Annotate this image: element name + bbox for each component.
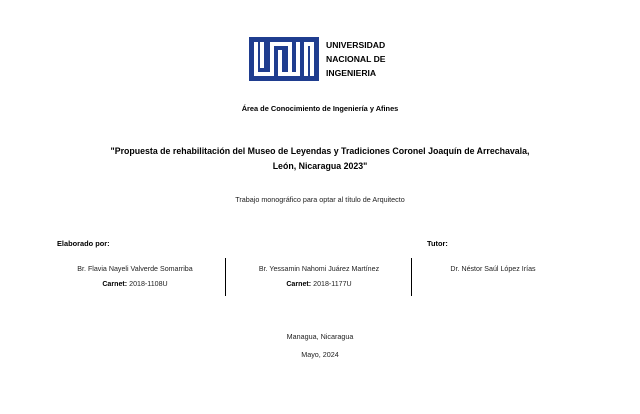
- divider-1: [225, 258, 226, 296]
- author-2-carnet-label: Carnet:: [286, 280, 312, 288]
- university-name: [326, 38, 386, 80]
- author-1-carnet-label: Carnet:: [102, 280, 128, 288]
- author-2-carnet-value: 2018-1177U: [313, 280, 352, 288]
- date: Mayo, 2024: [301, 350, 339, 359]
- authors-heading: Elaborado por:: [57, 239, 110, 248]
- author-1-carnet: [50, 280, 220, 288]
- author-2-carnet: [229, 280, 409, 288]
- thesis-title: [0, 144, 640, 174]
- thesis-title-line-2: León, Nicaragua 2023": [272, 161, 368, 171]
- divider-2: [411, 258, 412, 296]
- university-name-line-1: UNIVERSIDAD: [326, 40, 386, 50]
- author-2-name: Br. Yessamin Nahomi Juárez Martínez: [258, 265, 380, 273]
- thesis-title-line-1: "Propuesta de rehabilitación del Museo de Leyendas y Tradiciones Coronel Joaquín de Arrechavala,: [110, 146, 530, 156]
- author-1-name: Br. Flavia Nayeli Valverde Somarriba: [77, 265, 193, 273]
- location: Managua, Nicaragua: [286, 332, 354, 341]
- degree-subtitle: Trabajo monográfico para optar al título de Arquitecto: [235, 195, 405, 204]
- author-1-carnet-value: 2018-1108U: [129, 280, 168, 288]
- university-name-line-3: INGENIERIA: [326, 68, 377, 78]
- tutor-name: Dr. Néstor Saúl López Irías: [450, 265, 536, 273]
- university-name-line-2: NACIONAL DE: [326, 54, 386, 64]
- tutor-heading: Tutor:: [427, 239, 448, 248]
- knowledge-area: Área de Conocimiento de Ingeniería y Afines: [241, 104, 399, 113]
- uni-logo-icon: [249, 37, 319, 81]
